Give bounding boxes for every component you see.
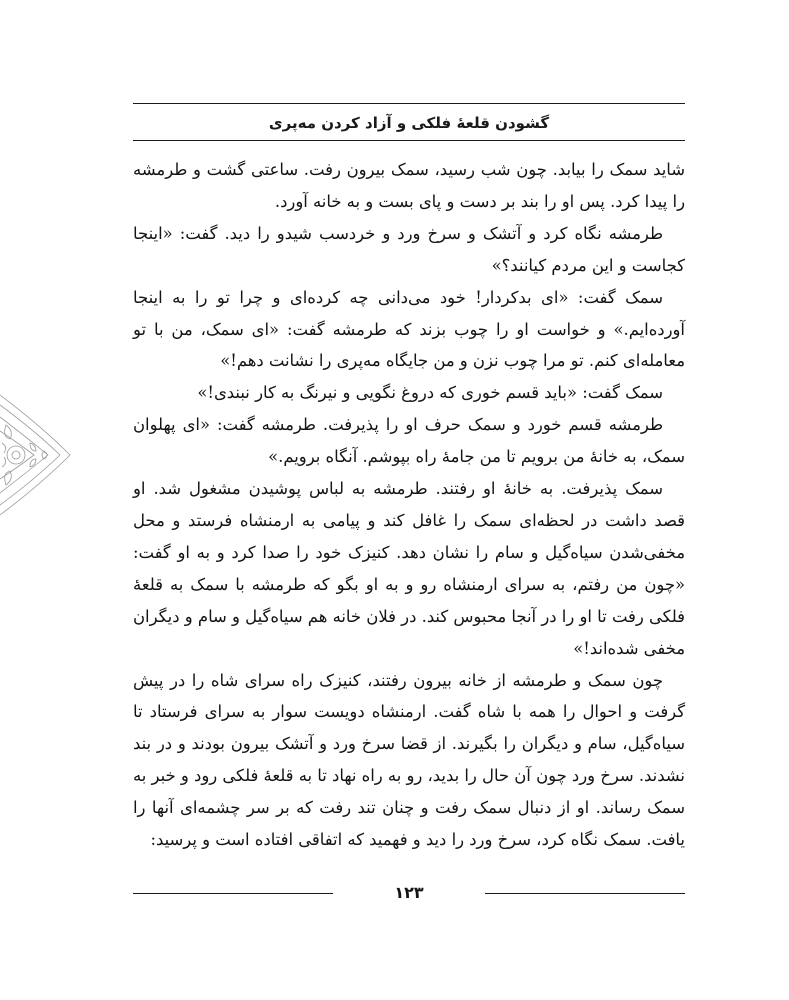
running-title: گشودن قلعهٔ فلکی و آزاد کردن مه‌پری [268,114,550,132]
paragraph-4: سمک گفت: «باید قسم خوری که دروغ نگویی و نیرنگ به کار نبندی!» [197,383,663,403]
body-text [133,154,685,856]
paragraph-5: طرمشه قسم خورد و سمک حرف او را پذیرفت. طرمشه گفت: «ای پهلوان سمک، به خانهٔ من برویم تا من جامهٔ راه بپوشم. آنگاه برویم.» [133,415,685,467]
footer-rule-left [133,893,333,894]
paragraph-2: طرمشه نگاه کرد و آتشک و سرخ ورد و خردسب شیدو را دید. گفت: «اینجا کجاست و این مردم کیانند؟» [133,223,685,275]
paragraph-3: سمک گفت: «ای بدکردار! خود می‌دانی چه کرده‌ای و چرا تو را به اینجا آورده‌ایم.» و خواست او را چوب بزند که طرمشه گفت: «ای سمک، من با تو معامله‌ای کنم. تو مرا چوب نزن و من جایگاه مه‌پری را نشانت دهم!» [133,287,685,371]
floral-ornament-icon [0,395,72,515]
paragraph-6: سمک پذیرفت. به خانهٔ او رفتند. طرمشه به لباس پوشیدن مشغول شد. او قصد داشت در لحظه‌ای سمک را غافل کند و پیامی به ارمنشاه فرستد و محل مخفی‌شدن سیاه‌گیل و سام را نشان دهد. کنیزک خود را صدا کرد و به او گفت: «چون من رفتم، به سرای ارمنشاه رو و به او بگو که طرمشه با سمک به قلعهٔ فلکی رفت تا او را در آنجا محبوس کند. در فلان خانه هم سیاه‌گیل و سام و دیگران مخفی شده‌اند!» [133,479,685,658]
paragraph-7: چون سمک و طرمشه از خانه بیرون رفتند، کنیزک راه سرای شاه را در پیش گرفت و احوال را همه با شاه گفت. ارمنشاه دویست سوار به سرای فرستاد تا سیاه‌گیل، سام و دیگران را بگیرند. از قضا سرخ ورد و آتشک بیرون بودند و در بند نشدند. سرخ ورد چون آن حال را بدید، رو به راه نهاد تا به قلعهٔ فلکی رود و خبر به سمک رساند. او از دنبال سمک رفت و چنان تند رفت که بر سر چشمه‌ای آنها را یافت. سمک نگاه کرد، سرخ ورد را دید و فهمید که اتفاقی افتاده است و پرسید: [133,670,685,850]
paragraph-1: شاید سمک را بیابد. چون شب رسید، سمک بیرون رفت. ساعتی گشت و طرمشه را پیدا کرد. پس او را بند بر دست و پای بست و به خانه آورد. [133,160,685,211]
page-number: ۱۲۳ [394,883,424,902]
footer-rule-right [485,893,685,894]
header-rule-top [133,103,685,104]
header-rule-bottom [133,140,685,141]
